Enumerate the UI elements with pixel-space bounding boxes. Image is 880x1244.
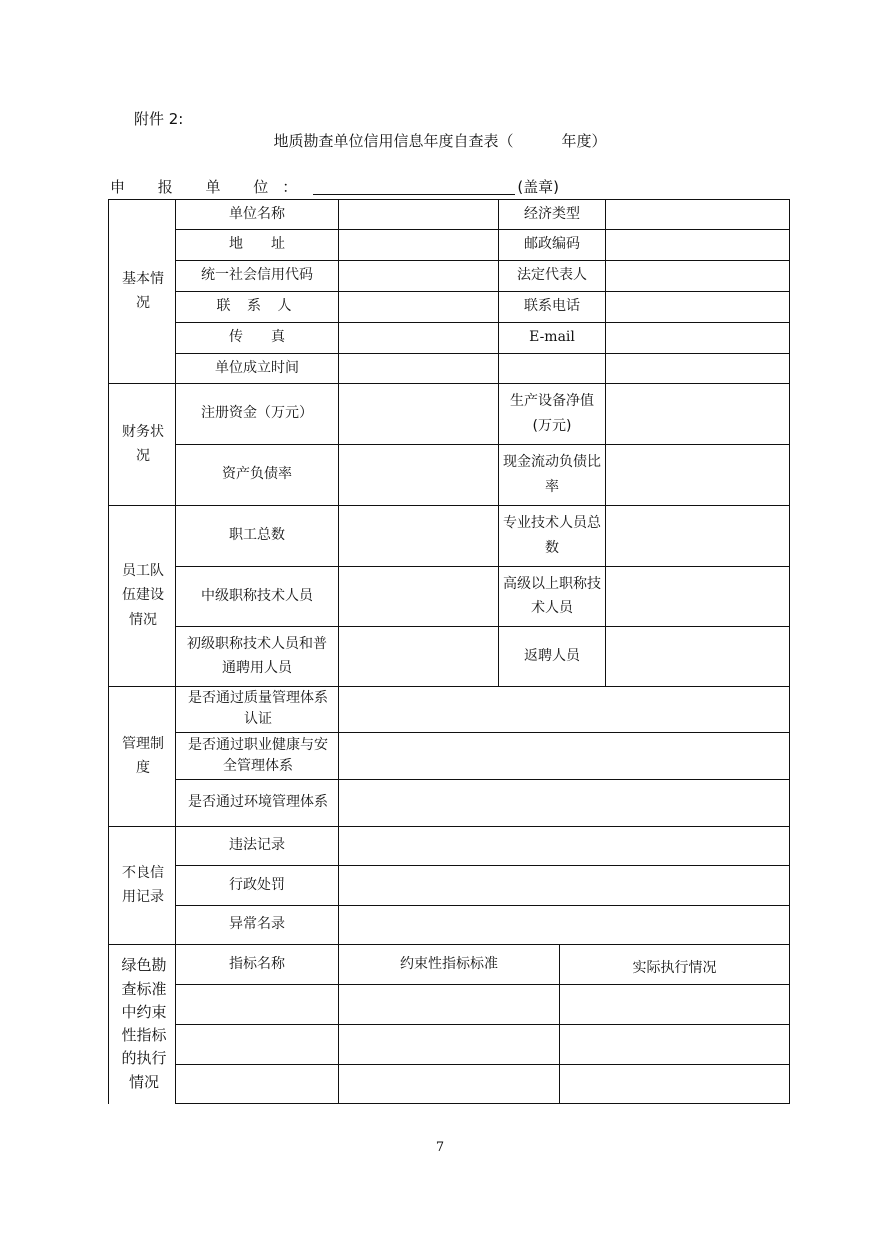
- label-economic-type: 经济类型: [524, 205, 580, 222]
- section-staff: 员工队伍建设情况: [122, 562, 164, 628]
- label-mid-level: 中级职称技术人员: [201, 587, 313, 604]
- input-credit-code[interactable]: [339, 261, 498, 291]
- input-cash-ratio[interactable]: [606, 445, 789, 505]
- input-actual-execution[interactable]: [560, 985, 789, 1024]
- form-title-suffix: 年度）: [561, 132, 607, 150]
- col-header-binding-standard: 约束性指标标准: [400, 955, 498, 972]
- seal-label: (盖章): [517, 178, 560, 196]
- input-indicator-name[interactable]: [176, 985, 338, 1024]
- input-indicator-name[interactable]: [176, 1065, 338, 1103]
- input-founded[interactable]: [339, 354, 498, 383]
- label-rehired: 返聘人员: [524, 647, 580, 664]
- input-actual-execution[interactable]: [560, 1065, 789, 1103]
- label-legal-rep: 法定代表人: [517, 267, 587, 284]
- input-binding-standard[interactable]: [339, 1065, 559, 1103]
- label-credit-code: 统一社会信用代码: [201, 267, 313, 284]
- page-number: 7: [435, 1140, 445, 1155]
- label-staff-total: 职工总数: [229, 527, 285, 544]
- label-postcode: 邮政编码: [524, 236, 580, 253]
- input-email[interactable]: [606, 323, 789, 353]
- label-quality-system: 是否通过质量管理体系认证: [188, 690, 328, 727]
- input-fax[interactable]: [339, 323, 498, 353]
- input-unit-name[interactable]: [339, 200, 498, 229]
- label-fax: 传 真: [229, 329, 285, 346]
- label-registered-capital: 注册资金（万元）: [201, 405, 313, 422]
- input-mid-level[interactable]: [339, 567, 498, 626]
- form-title-prefix: 地质勘查单位信用信息年度自查表（: [273, 132, 514, 150]
- label-env-system: 是否通过环境管理体系: [188, 794, 328, 810]
- input-address[interactable]: [339, 230, 498, 260]
- input-rehired[interactable]: [606, 627, 789, 686]
- blank-cell[interactable]: [499, 354, 605, 383]
- input-indicator-name[interactable]: [176, 1025, 338, 1064]
- input-equipment-value[interactable]: [606, 384, 789, 444]
- input-legal-rep[interactable]: [606, 261, 789, 291]
- input-junior-level[interactable]: [339, 627, 498, 686]
- col-header-actual-execution: 实际执行情况: [632, 959, 717, 976]
- input-economic-type[interactable]: [606, 200, 789, 229]
- input-abnormal-list[interactable]: [339, 906, 789, 944]
- input-contact-person[interactable]: [339, 292, 498, 322]
- label-junior-level: 初级职称技术人员和普通聘用人员: [187, 635, 327, 676]
- col-header-indicator-name: 指标名称: [229, 955, 285, 972]
- label-email: E-mail: [529, 329, 575, 346]
- attachment-label: 附件 2:: [134, 110, 184, 128]
- label-abnormal-list: 异常名录: [229, 916, 285, 933]
- label-admin-penalty: 行政处罚: [229, 876, 285, 893]
- applicant-row: [110, 176, 559, 197]
- section-green-standard: 绿色勘查标准中约束性指标的执行情况: [121, 956, 167, 1091]
- input-env-system[interactable]: [339, 780, 789, 826]
- applicant-label: 申 报 单 位：: [110, 178, 312, 196]
- form-title: [0, 130, 880, 151]
- label-unit-name: 单位名称: [229, 205, 285, 222]
- input-tech-total[interactable]: [606, 506, 789, 566]
- section-finance: 财务状况: [122, 423, 164, 464]
- input-postcode[interactable]: [606, 230, 789, 260]
- input-illegal-record[interactable]: [339, 827, 789, 865]
- label-senior-level: 高级以上职称技术人员: [503, 575, 601, 616]
- section-bad-credit: 不良信用记录: [122, 864, 164, 905]
- input-health-system[interactable]: [339, 733, 789, 779]
- label-contact-phone: 联系电话: [524, 298, 580, 315]
- label-debt-ratio: 资产负债率: [222, 466, 292, 483]
- label-health-system: 是否通过职业健康与安全管理体系: [188, 736, 328, 774]
- input-actual-execution[interactable]: [560, 1025, 789, 1064]
- input-staff-total[interactable]: [339, 506, 498, 566]
- input-binding-standard[interactable]: [339, 1025, 559, 1064]
- section-management: 管理制度: [122, 735, 164, 776]
- applicant-unit-field[interactable]: [313, 178, 515, 195]
- label-illegal-record: 违法记录: [229, 837, 285, 854]
- input-registered-capital[interactable]: [339, 384, 498, 444]
- input-quality-system[interactable]: [339, 687, 789, 732]
- label-address: 地 址: [229, 236, 285, 253]
- label-contact-person: 联 系 人: [216, 298, 298, 315]
- label-founded: 单位成立时间: [215, 359, 299, 376]
- input-senior-level[interactable]: [606, 567, 789, 626]
- section-basic-info: 基本情况: [122, 270, 164, 311]
- label-cash-ratio: 现金流动负债比率: [503, 454, 601, 495]
- label-equipment-value: 生产设备净值(万元): [510, 393, 594, 434]
- blank-cell[interactable]: [606, 354, 789, 383]
- input-contact-phone[interactable]: [606, 292, 789, 322]
- input-admin-penalty[interactable]: [339, 866, 789, 905]
- input-binding-standard[interactable]: [339, 985, 559, 1024]
- label-tech-total: 专业技术人员总数: [503, 515, 601, 556]
- input-debt-ratio[interactable]: [339, 445, 498, 505]
